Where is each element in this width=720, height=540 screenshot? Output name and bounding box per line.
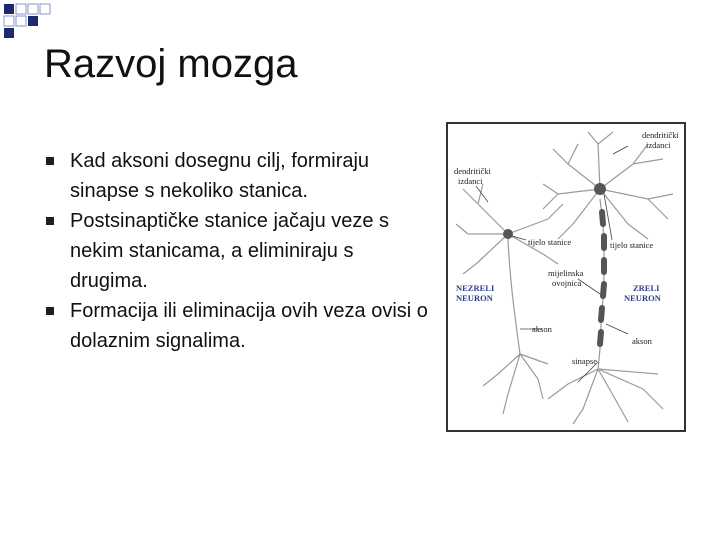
label-immature-neuron: NEURON <box>456 293 493 303</box>
label-myelin: mijelinska <box>548 268 584 278</box>
bullet-text: Formacija ili eliminacija ovih veza ovisi o dolaznim signalima. <box>70 300 428 352</box>
square-bullet-icon <box>46 307 54 315</box>
bullet-text: Kad aksoni dosegnu cilj, formiraju sinapse s nekoliko stanica. <box>70 150 370 202</box>
title-divider <box>40 102 720 103</box>
immature-cell-body <box>503 229 513 239</box>
bullet-text: Postsinaptičke stanice jačaju veze s nekim stanicama, a eliminiraju s drugima. <box>70 210 390 292</box>
bullet-item <box>46 146 436 206</box>
neuron-figure <box>446 122 686 432</box>
label-mature-neuron: ZRELI <box>633 283 660 293</box>
label-myelin: ovojnica <box>552 278 582 288</box>
mature-cell-body <box>594 183 606 195</box>
label-axon-left: akson <box>532 324 552 334</box>
label-dendrites-left: dendritički <box>454 166 491 176</box>
label-cell-body-left: tijelo stanice <box>528 237 572 247</box>
bullet-item <box>46 206 436 296</box>
bullet-list <box>46 146 436 356</box>
square-bullet-icon <box>46 217 54 225</box>
square-bullet-icon <box>46 157 54 165</box>
label-dendrites-left: izdanci <box>458 176 483 186</box>
label-immature-neuron: NEZRELI <box>456 283 495 293</box>
label-axon-right: akson <box>632 336 652 346</box>
corner-decoration <box>0 0 720 40</box>
bullet-item <box>46 296 436 356</box>
label-synapse: sinapse <box>572 356 598 366</box>
neuron-illustration <box>448 124 684 430</box>
label-cell-body-right: tijelo stanice <box>610 240 654 250</box>
label-dendrites-right: izdanci <box>646 140 671 150</box>
label-mature-neuron: NEURON <box>624 293 661 303</box>
label-dendrites-right: dendritički <box>642 130 679 140</box>
slide-title: Razvoj mozga <box>44 42 298 86</box>
